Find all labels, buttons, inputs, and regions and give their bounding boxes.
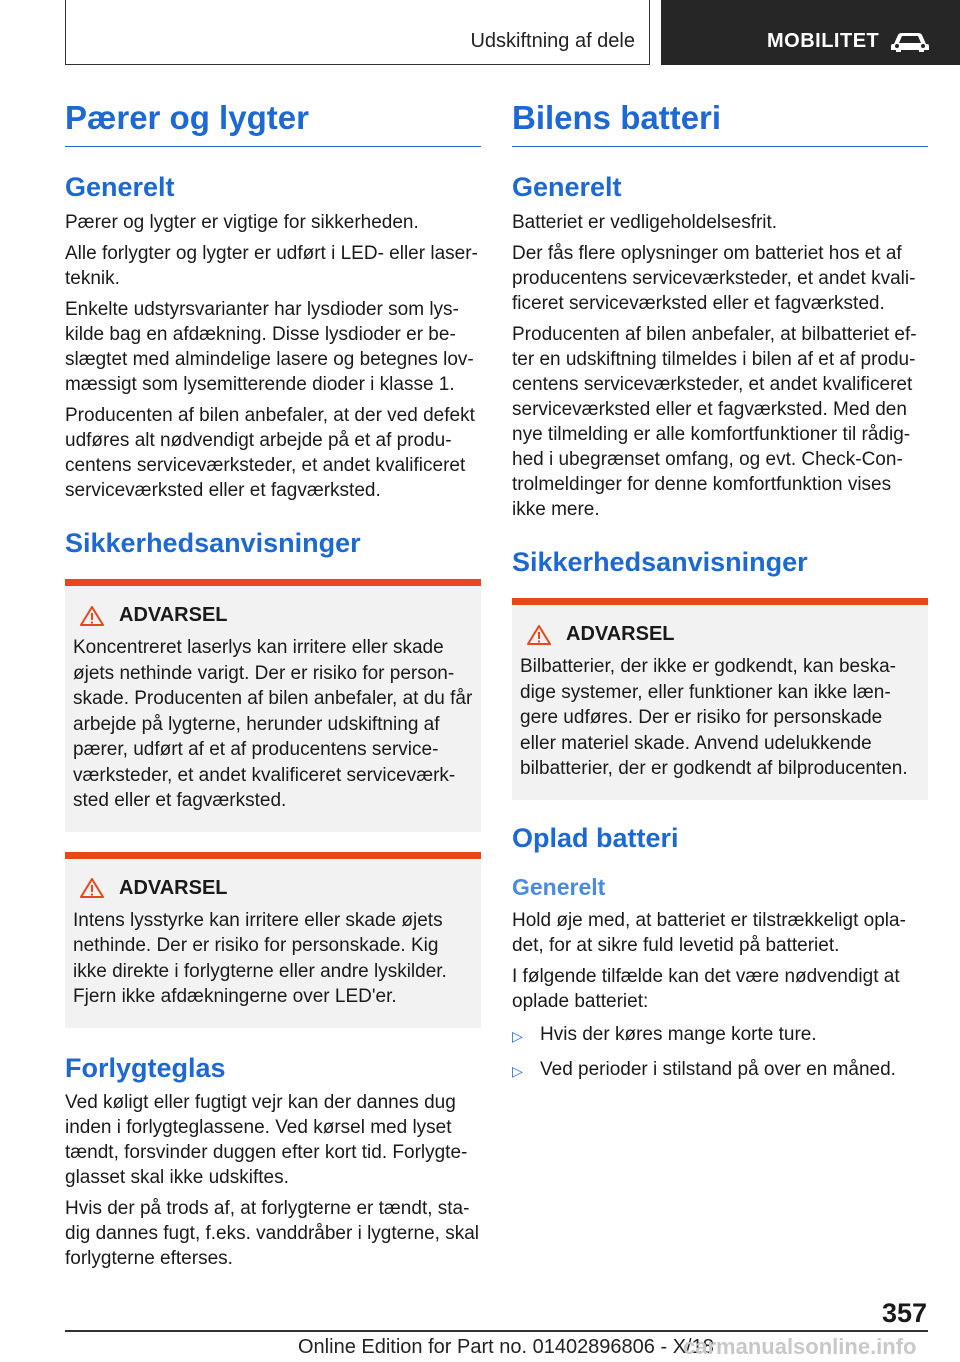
header-chapter-title: MOBILITET	[767, 30, 880, 52]
list-item-text: Ved perioder i stilstand på over en måned.	[540, 1058, 896, 1080]
paragraph: I følgende tilfælde kan det være nødvendigt at oplade batteriet:	[512, 965, 900, 1012]
header-section-title: Udskiftning af dele	[470, 30, 635, 52]
warning-header	[73, 604, 473, 627]
bullet-list	[512, 1022, 928, 1084]
list-item	[512, 1057, 928, 1084]
footer-edition: Online Edition for Part no. 01402896806 - X/18	[298, 1336, 714, 1358]
warning-header	[73, 877, 473, 900]
warning-triangle-icon	[79, 605, 105, 627]
warning-header	[520, 623, 920, 646]
car-icon	[890, 30, 930, 54]
heading-safety: Sikkerhedsanvisninger	[65, 527, 361, 558]
paragraph: Pærer og lygter er vigtige for sikkerheden.	[65, 211, 419, 233]
bullet-triangle-icon: ▷	[512, 1062, 523, 1079]
right-column	[512, 100, 928, 1084]
paragraph: Hvis der på trods af, at forlygterne er tændt, stadig dannes fugt, f.eks. vanddråber i lygterne, skal forlygterne efterses.	[65, 1197, 480, 1269]
footer-divider	[65, 1330, 928, 1332]
paragraph: Alle forlygter og lygter er udført i LED- eller laserteknik.	[65, 242, 478, 289]
list-item	[512, 1022, 928, 1049]
warning-triangle-icon	[79, 877, 105, 899]
page-number: 357	[881, 1298, 927, 1328]
list-item-text: Hvis der køres mange korte ture.	[540, 1023, 817, 1045]
warning-text: Koncentreret laserlys kan irritere eller skade øjets nethinde varigt. Der er risiko for personskade. Producenten af bilen anbefaler, at du får arbejde på lygterne, herunder udskiftning af pærer, udført af et af producentens serviceværksteder, et andet kvalificeret serviceværksted eller et fagværksted.	[73, 637, 473, 812]
warning-label: ADVARSEL	[566, 623, 675, 646]
warning-box	[512, 598, 928, 800]
paragraph: Batteriet er vedligeholdelsesfrit.	[512, 211, 778, 233]
bullet-triangle-icon: ▷	[512, 1027, 523, 1044]
heading-safety: Sikkerhedsanvisninger	[512, 546, 808, 577]
warning-box	[65, 852, 481, 1028]
header-chapter-tab	[661, 0, 960, 65]
heading-generelt: Generelt	[65, 172, 175, 203]
heading-charge-battery: Oplad batteri	[512, 822, 679, 853]
paragraph: Producenten af bilen anbefaler, at der ved defekt udføres alt nødvendigt arbejde på et af producentens serviceværksteder, et andet kvalificeret serviceværksted eller et fagværksted.	[65, 404, 475, 501]
watermark-text: carmanualsonline.info	[683, 1334, 917, 1359]
warning-triangle-icon	[526, 624, 552, 646]
heading-generelt: Generelt	[512, 172, 622, 203]
paragraph: Ved køligt eller fugtigt vejr kan der dannes dug inden i forlygteglassene. Ved kørsel med lyset tændt, forsvinder duggen efter kort tid. Forlygteglasset skal ikke udskiftes.	[65, 1091, 468, 1188]
heading-headlight-glass: Forlygteglas	[65, 1052, 226, 1083]
paragraph: Enkelte udstyrsvarianter har lysdioder som lyskilde bag en afdækning. Disse lysdioder er beslægtet med almindelige lasere og betegnes lovmæssigt som lysemitterende dioder i klasse 1.	[65, 298, 474, 395]
paragraph: Hold øje med, at batteriet er tilstrækkeligt opladet, for at sikre fuld levetid på batteriet.	[512, 909, 906, 956]
subheading-generelt: Generelt	[512, 873, 606, 900]
warning-text: Bilbatterier, der ikke er godkendt, kan beskadige systemer, eller funktioner kan ikke længere udføres. Der er risiko for personskade eller materiel skade. Anvend udelukkende bilbatterier, der er godkendt af bilproducenten.	[520, 656, 908, 780]
warning-text: Intens lysstyrke kan irritere eller skade øjets nethinde. Der er risiko for personskade. Kig ikke direkte i forlygterne eller andre lyskilder. Fjern ikke afdækningerne over LED'er.	[73, 909, 447, 1008]
section-title-battery: Bilens batteri	[512, 100, 928, 147]
paragraph: Der fås flere oplysninger om batteriet hos et af producentens serviceværksteder, et andet kvalificeret serviceværksted eller et fagværksted.	[512, 242, 916, 314]
left-column	[65, 100, 481, 1271]
warning-label: ADVARSEL	[119, 876, 228, 899]
warning-label: ADVARSEL	[119, 604, 228, 627]
section-title-bulbs: Pærer og lygter	[65, 100, 481, 147]
header-section-box	[65, 0, 650, 65]
paragraph: Producenten af bilen anbefaler, at bilbatteriet efter en udskiftning tilmeldes i bilen af et af producentens serviceværksteder, et andet kvalificeret serviceværksted eller et fagværksted. Med den nye tilmelding er alle komfortfunktioner til rådighed i ubegrænset omfang, og evt. Check-Controlmeldinger for denne komfortfunktion vises ikke mere.	[512, 323, 917, 520]
warning-box	[65, 579, 481, 832]
